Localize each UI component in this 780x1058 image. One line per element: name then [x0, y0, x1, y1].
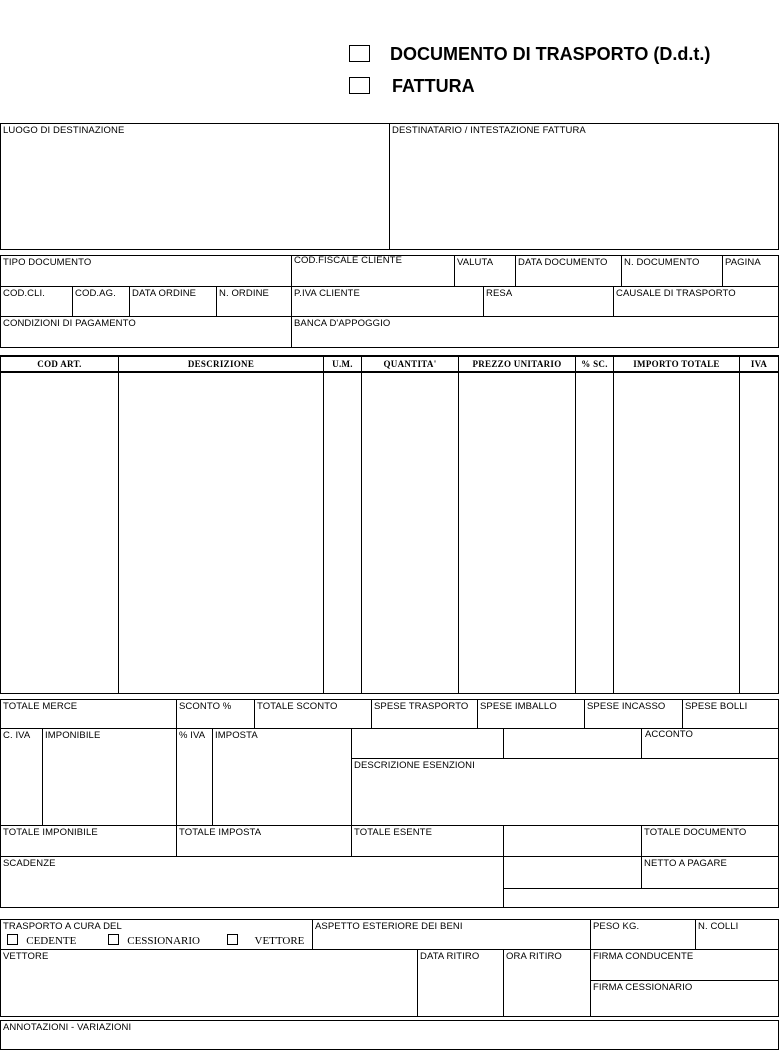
spese-trasporto-label: SPESE TRASPORTO	[374, 701, 469, 712]
resa-field[interactable]	[484, 287, 614, 316]
totale-merce-field[interactable]	[1, 700, 177, 728]
data-ordine-field[interactable]	[130, 287, 217, 316]
fattura-checkbox[interactable]	[349, 77, 370, 94]
spese-imballo-field[interactable]	[478, 700, 585, 728]
vettore-label: VETTORE	[3, 951, 49, 962]
codice-iva-label: C. IVA	[3, 730, 31, 741]
firma-conducente-field[interactable]	[591, 950, 778, 980]
cod-fiscale-field[interactable]	[292, 254, 455, 284]
cessionario-label: CESSIONARIO	[127, 935, 200, 947]
tipo-documento-field[interactable]	[1, 256, 292, 286]
destination-label: LUOGO DI DESTINAZIONE	[3, 125, 125, 136]
scadenze-field[interactable]	[1, 857, 503, 907]
aspetto-beni-field[interactable]	[313, 920, 591, 949]
annotazioni-label: ANNOTAZIONI - VARIAZIONI	[3, 1022, 132, 1033]
pagina-field[interactable]	[723, 256, 778, 286]
spese-incasso-label: SPESE INCASSO	[587, 701, 666, 712]
spese-imballo-label: SPESE IMBALLO	[480, 701, 557, 712]
blank-field-5[interactable]	[504, 889, 778, 907]
option-cedente[interactable]	[7, 934, 76, 948]
blank-field-4[interactable]	[504, 857, 641, 888]
vettore-checkbox[interactable]	[227, 934, 238, 945]
data-ritiro-field[interactable]	[418, 950, 503, 1016]
blank-field-3[interactable]	[504, 826, 641, 856]
descrizione-esenzioni-label: DESCRIZIONE ESENZIONI	[354, 760, 475, 771]
spese-trasporto-field[interactable]	[372, 700, 478, 728]
n-ordine-field[interactable]	[217, 287, 292, 316]
imposta-label: IMPOSTA	[215, 730, 258, 741]
percent-iva-label: % IVA	[179, 730, 206, 741]
col-importo-totale: IMPORTO TOTALE	[633, 359, 720, 369]
col-iva: IVA	[750, 359, 768, 369]
cedente-label: CEDENTE	[26, 935, 77, 947]
data-documento-label: DATA DOCUMENTO	[518, 257, 608, 268]
trasporto-cura-field	[1, 920, 313, 949]
sconto-percent-field[interactable]	[177, 700, 255, 728]
col-um: U.M.	[332, 359, 353, 369]
data-documento-field[interactable]	[516, 256, 622, 286]
cod-cli-label: COD.CLI.	[3, 288, 45, 299]
totals-section	[0, 699, 779, 908]
netto-a-pagare-label: NETTO A PAGARE	[644, 858, 727, 869]
totale-merce-label: TOTALE MERCE	[3, 701, 78, 712]
percent-iva-field[interactable]	[177, 729, 212, 825]
cod-ag-field[interactable]	[73, 287, 130, 316]
imponibile-field[interactable]	[43, 729, 177, 825]
trasporto-cura-label: TRASPORTO A CURA DEL	[3, 921, 122, 932]
ddt-checkbox[interactable]	[349, 45, 370, 62]
recipient-field[interactable]	[390, 124, 778, 249]
netto-a-pagare-field[interactable]	[642, 857, 778, 888]
banca-appoggio-label: BANCA D'APPOGGIO	[294, 318, 391, 329]
destination-field[interactable]	[1, 124, 390, 249]
resa-label: RESA	[486, 288, 513, 299]
cessionario-checkbox[interactable]	[108, 934, 119, 945]
col-descrizione: DESCRIZIONE	[187, 359, 255, 369]
totale-esente-label: TOTALE ESENTE	[354, 827, 433, 838]
ddt-title: DOCUMENTO DI TRASPORTO (D.d.t.)	[390, 44, 711, 64]
tipo-documento-label: TIPO DOCUMENTO	[3, 257, 92, 268]
col-quantita: QUANTITA'	[383, 359, 437, 369]
condizioni-pagamento-label: CONDIZIONI DI PAGAMENTO	[3, 318, 136, 329]
n-documento-field[interactable]	[622, 256, 723, 286]
address-section	[0, 123, 779, 250]
items-table	[0, 355, 779, 694]
col-cod-art: COD ART.	[37, 359, 82, 369]
totale-sconto-label: TOTALE SCONTO	[257, 701, 338, 712]
piva-cliente-field[interactable]	[292, 287, 484, 316]
spese-bolli-field[interactable]	[683, 700, 778, 728]
causale-trasporto-field[interactable]	[614, 287, 778, 316]
peso-kg-field[interactable]	[591, 920, 696, 949]
piva-cliente-label: P.IVA CLIENTE	[294, 288, 360, 299]
cod-cli-field[interactable]	[1, 287, 72, 316]
data-ordine-label: DATA ORDINE	[132, 288, 197, 299]
blank-field-2[interactable]	[504, 729, 641, 758]
imposta-field[interactable]	[213, 729, 351, 825]
totale-imponibile-field[interactable]	[1, 826, 176, 856]
cod-ag-label: COD.AG.	[75, 288, 116, 299]
n-documento-label: N. DOCUMENTO	[624, 257, 700, 268]
option-cessionario[interactable]	[108, 934, 200, 948]
totale-sconto-field[interactable]	[255, 700, 372, 728]
condizioni-pagamento-field[interactable]	[1, 317, 292, 347]
transport-section	[0, 919, 779, 1017]
n-colli-label: N. COLLI	[698, 921, 739, 932]
spese-incasso-field[interactable]	[585, 700, 683, 728]
valuta-field[interactable]	[455, 256, 516, 286]
firma-cessionario-label: FIRMA CESSIONARIO	[593, 982, 693, 993]
annotazioni-field[interactable]	[0, 1020, 779, 1050]
sconto-percent-label: SCONTO %	[179, 701, 232, 712]
document-info-section	[0, 255, 779, 348]
n-colli-field[interactable]	[696, 920, 778, 949]
cod-fiscale-label: COD.FISCALE CLIENTE	[294, 255, 403, 266]
vettore-field[interactable]	[1, 950, 417, 1016]
acconto-field[interactable]	[642, 729, 778, 758]
totale-imposta-label: TOTALE IMPOSTA	[179, 827, 262, 838]
totale-documento-label: TOTALE DOCUMENTO	[644, 827, 747, 838]
fattura-title: FATTURA	[392, 76, 475, 96]
acconto-label: ACCONTO	[645, 729, 694, 740]
scadenze-label: SCADENZE	[3, 858, 56, 869]
aspetto-beni-label: ASPETTO ESTERIORE DEI BENI	[315, 921, 463, 932]
descrizione-esenzioni-field[interactable]	[352, 759, 778, 825]
totale-esente-field[interactable]	[352, 826, 503, 856]
banca-appoggio-field[interactable]	[292, 317, 778, 347]
ora-ritiro-label: ORA RITIRO	[506, 951, 562, 962]
data-ritiro-label: DATA RITIRO	[420, 951, 480, 962]
codice-iva-field[interactable]	[1, 729, 42, 825]
firma-conducente-label: FIRMA CONDUCENTE	[593, 951, 694, 962]
items-body[interactable]	[1, 373, 778, 694]
totale-imposta-field[interactable]	[177, 826, 351, 856]
pagina-label: PAGINA	[725, 257, 761, 268]
vettore-option-label: VETTORE	[254, 935, 305, 947]
option-vettore[interactable]	[227, 934, 304, 948]
firma-cessionario-field[interactable]	[591, 981, 778, 1016]
peso-kg-label: PESO KG.	[593, 921, 640, 932]
col-prezzo-unitario: PREZZO UNITARIO	[472, 359, 562, 369]
col-sconto: % SC.	[581, 359, 608, 369]
causale-trasporto-label: CAUSALE DI TRASPORTO	[616, 288, 736, 299]
imponibile-label: IMPONIBILE	[45, 730, 101, 741]
totale-documento-field[interactable]	[642, 826, 778, 856]
n-ordine-label: N. ORDINE	[219, 288, 269, 299]
cedente-checkbox[interactable]	[7, 934, 18, 945]
spese-bolli-label: SPESE BOLLI	[685, 701, 748, 712]
ora-ritiro-field[interactable]	[504, 950, 590, 1016]
recipient-label: DESTINATARIO / INTESTAZIONE FATTURA	[392, 125, 586, 136]
blank-field-1[interactable]	[352, 729, 503, 758]
totale-imponibile-label: TOTALE IMPONIBILE	[3, 827, 98, 838]
valuta-label: VALUTA	[457, 257, 494, 268]
